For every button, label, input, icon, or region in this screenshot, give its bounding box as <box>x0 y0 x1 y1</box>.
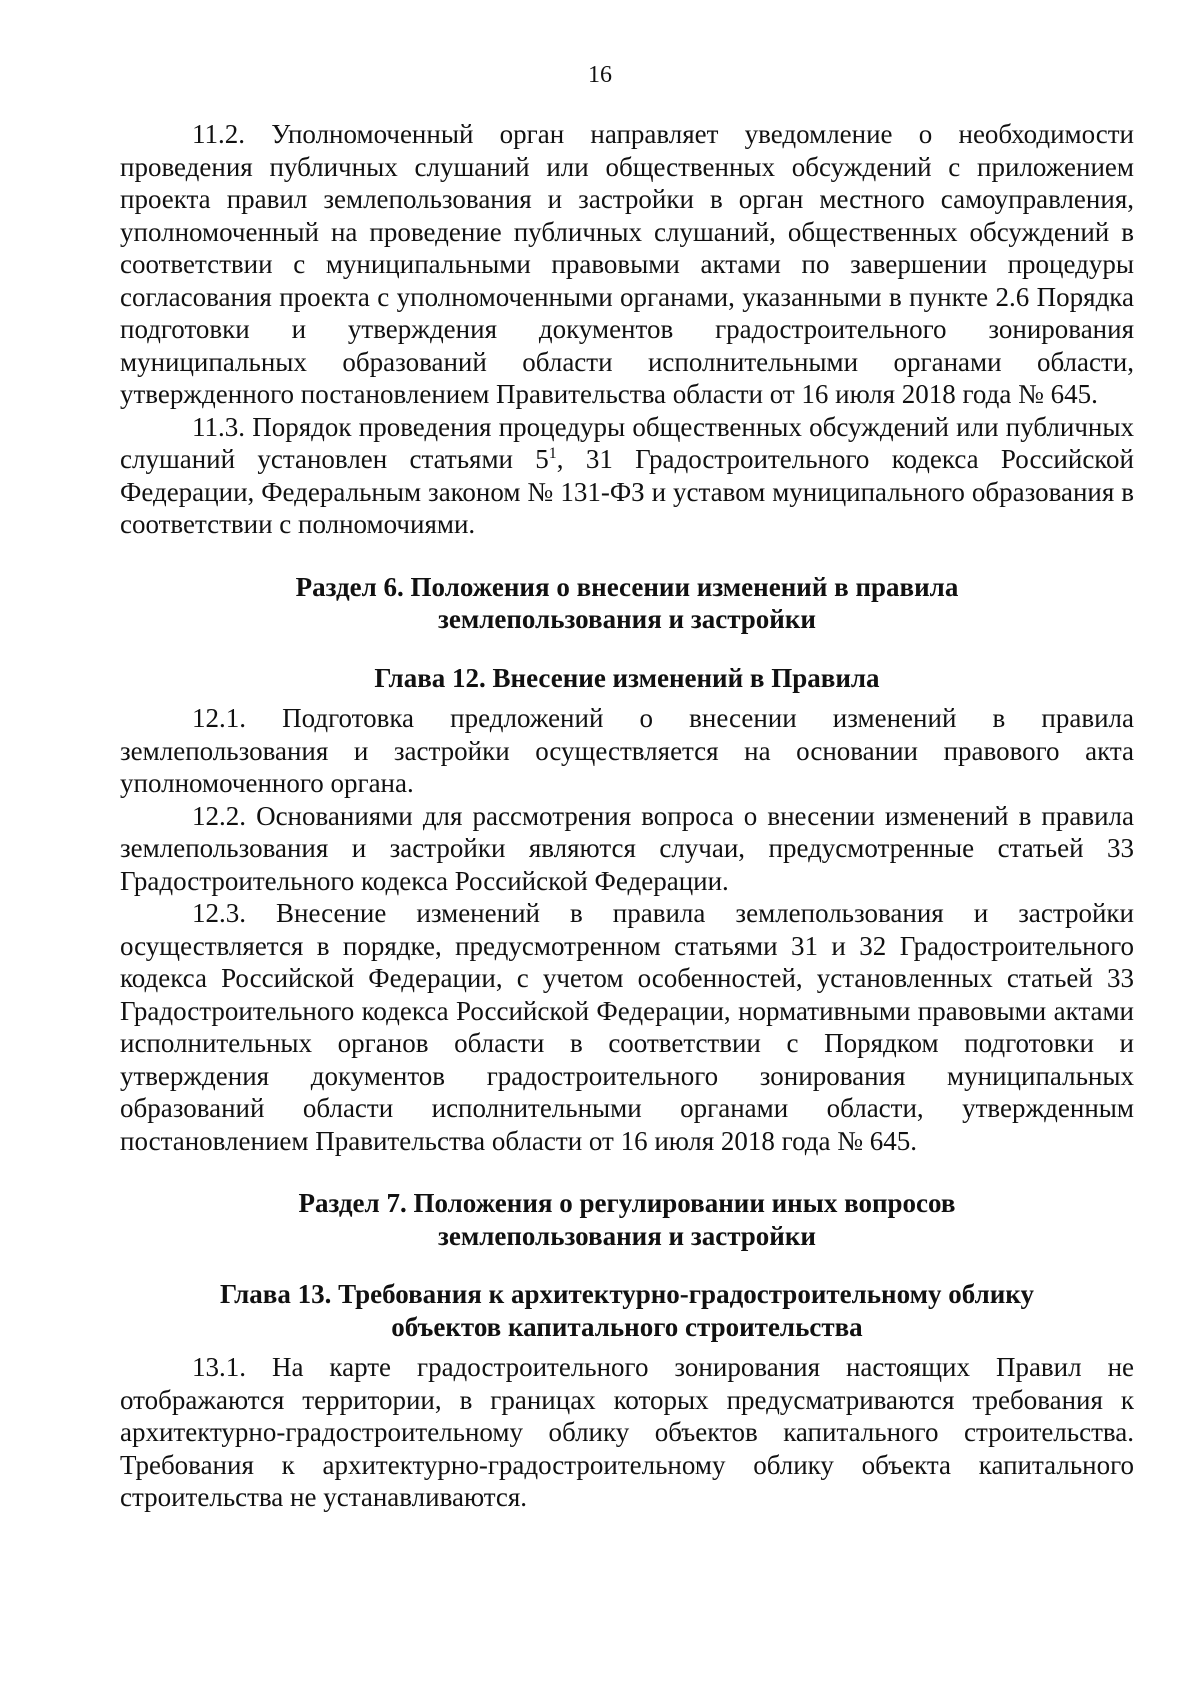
chapter-13-title-line-2: объектов капитального строительства <box>391 1311 863 1342</box>
paragraph-text: Порядок проведения процедуры общественных обсуждений или публичных слушаний установлен статьями 5 <box>120 411 1135 474</box>
section-6-title-line-2: землепользования и застройки <box>438 604 816 634</box>
paragraph-text-continued: , 31 Градостроительного кодекса Российской Федерации, Федеральным законом № 131-ФЗ и уставом муниципального образования в соответствии с полномочиями. <box>120 444 1134 539</box>
chapter-12-title: Глава 12. Внесение изменений в Правила <box>374 662 880 693</box>
paragraph-text: На карте градостроительного зонирования настоящих Правил не отображаются территории, в границах которых предусматриваются требования к архитектурно-градостроительному облику объектов капитального строительства. Требования к архитектурно-градостроительному облику объекта капитального строительства не устанавливаются. <box>120 1352 1134 1512</box>
paragraph-text: Уполномоченный орган направляет уведомление о необходимости проведения публичных слушаний или общественных обсуждений с приложением проекта правил землепользования и застройки в орган местного самоуправления, уполномоченный на проведение публичных слушаний, общественных обсуждений в соответствии с муниципальными правовыми актами по завершении процедуры согласования проекта с уполномоченными органами, указанными в пункте 2.6 Порядка подготовки и утверждения документов градостроительного зонирования муниципальных образований области исполнительными органами области, утвержденного постановлением Правительства области от 16 июля 2018 года № 645. <box>120 119 1135 409</box>
paragraph-12-3 <box>120 897 1134 1157</box>
section-7-heading <box>120 1187 1134 1252</box>
paragraph-number: 12.2. <box>192 800 246 831</box>
chapter-13-title-line-1: Глава 13. Требования к архитектурно-градостроительному облику <box>220 1279 1034 1309</box>
paragraph-number: 12.3. <box>192 898 246 928</box>
paragraph-text: Внесение изменений в правила землепользования и застройки осуществляется в порядке, предусмотренном статьями 31 и 32 Градостроительного кодекса Российской Федерации, с учетом особенностей, установленных статьей 33 Градостроительного кодекса Российской Федерации, нормативными правовыми актами исполнительных органов области в соответствии с Порядком подготовки и утверждения документов градостроительного зонирования муниципальных образований области исполнительными органами области, утвержденным постановлением Правительства области от 16 июля 2018 года № 645. <box>120 898 1135 1156</box>
chapter-13-heading <box>120 1278 1134 1343</box>
paragraph-number: 11.3. <box>192 411 245 442</box>
paragraph-11-3 <box>120 411 1134 541</box>
paragraph-13-1 <box>120 1351 1134 1514</box>
paragraph-12-2 <box>120 800 1134 898</box>
page-number: 16 <box>588 62 612 88</box>
chapter-12-heading <box>120 662 1134 695</box>
document-body <box>120 118 1134 1514</box>
paragraph-11-2 <box>120 118 1134 411</box>
paragraph-12-1 <box>120 702 1134 800</box>
paragraph-number: 12.1. <box>192 703 246 733</box>
paragraph-number: 13.1. <box>192 1352 246 1382</box>
section-7-title-line-2: землепользования и застройки <box>438 1220 816 1251</box>
paragraph-text: Подготовка предложений о внесении изменений в правила землепользования и застройки осуществляется на основании правового акта уполномоченного органа. <box>120 703 1134 798</box>
section-7-title-line-1: Раздел 7. Положения о регулировании иных вопросов <box>298 1188 956 1218</box>
paragraph-text: Основаниями для рассмотрения вопроса о внесении изменений в правила землепользования и застройки являются случаи, предусмотренные статьей 33 Градостроительного кодекса Российской Федерации. <box>120 800 1134 896</box>
section-6-title-line-1: Раздел 6. Положения о внесении изменений в правила <box>295 571 959 602</box>
superscript: 1 <box>548 445 557 462</box>
section-6-heading <box>120 571 1134 636</box>
paragraph-number: 11.2. <box>192 119 245 149</box>
